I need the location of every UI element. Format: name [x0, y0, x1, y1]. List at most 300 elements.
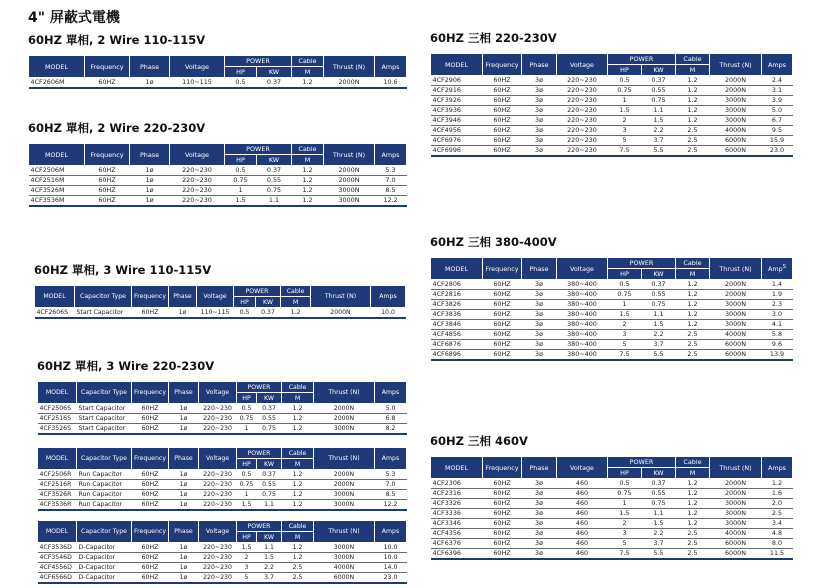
- table-cell: 2000N: [710, 86, 762, 96]
- table-cell: 1.2: [676, 86, 710, 96]
- table-cell: 1.2: [292, 176, 324, 186]
- table-cell: 2.0: [762, 499, 793, 509]
- col-hp: HP: [237, 393, 257, 404]
- table-row: [431, 499, 793, 509]
- table-cell: 0.37: [257, 166, 292, 176]
- col-amps: Amps: [375, 56, 407, 78]
- table-cell: 1.2: [676, 96, 710, 106]
- table-cell: 60HZ: [132, 414, 169, 424]
- table-cell: 3ø: [522, 280, 557, 290]
- table-cell: 4CF2516R: [38, 480, 77, 490]
- table-row: [431, 136, 793, 146]
- table-cell: 2: [608, 320, 642, 330]
- table-row: [431, 280, 793, 290]
- table-cell: 3ø: [522, 126, 557, 136]
- table-cell: 60HZ: [483, 519, 522, 529]
- col-voltage: Voltage: [557, 258, 608, 280]
- table-cell: 60HZ: [483, 340, 522, 350]
- table-cell: 1.5: [237, 500, 257, 511]
- table-cell: 5: [608, 136, 642, 146]
- table-cell: 1.2: [282, 404, 314, 414]
- col-frequency: Frequency: [132, 448, 169, 470]
- table-cell: 4CF3536D: [38, 543, 77, 553]
- table-cell: 1.2: [282, 490, 314, 500]
- table-cell: 4CF2606M: [29, 78, 85, 89]
- col-cable-unit: M: [282, 393, 314, 404]
- table-cell: 3ø: [522, 86, 557, 96]
- table-cell: 10.0: [371, 308, 406, 319]
- table-cell: 3000N: [324, 196, 375, 207]
- table-cell: 15.9: [762, 136, 793, 146]
- amps-superscript: S: [782, 263, 787, 270]
- col-phase: Phase: [169, 448, 199, 470]
- col-voltage: Voltage: [199, 382, 237, 404]
- table-cell: 3ø: [522, 519, 557, 529]
- col-kw: KW: [257, 459, 282, 470]
- table-cell: 460: [557, 509, 608, 519]
- table-cell: 1.2: [292, 78, 324, 89]
- table-cell: 460: [557, 529, 608, 539]
- table-cell: 1: [237, 490, 257, 500]
- table-cell: 3ø: [522, 499, 557, 509]
- table-cell: 4CF3536M: [29, 196, 85, 207]
- table-cell: 3000N: [710, 519, 762, 529]
- table-cell: 3.4: [762, 519, 793, 529]
- table-cell: 4CF6996: [431, 146, 483, 157]
- table-cell: D-Capacitor: [77, 553, 132, 563]
- table-cell: 2000N: [324, 176, 375, 186]
- table-cell: 5.0: [375, 404, 407, 414]
- col-thrust: Thrust (N): [311, 286, 371, 308]
- col-phase: Phase: [169, 382, 199, 404]
- table-cell: 3000N: [314, 500, 375, 511]
- table-cell: 6.8: [375, 414, 407, 424]
- table-cell: 460: [557, 519, 608, 529]
- col-voltage: Voltage: [199, 448, 237, 470]
- heading-post: 3 Wire 110-115V: [103, 263, 212, 277]
- table-cell: 60HZ: [132, 404, 169, 414]
- table-cell: 1.5: [642, 519, 676, 529]
- table-cell: 2.4: [762, 76, 793, 86]
- table-cell: Start Capacitor: [77, 424, 132, 435]
- col-cable: Cable: [282, 521, 314, 532]
- table-cell: 5.8: [762, 330, 793, 340]
- table-cell: 2.5: [676, 529, 710, 539]
- table-cell: 4CF4956: [431, 126, 483, 136]
- table-cell: 220~230: [199, 563, 237, 573]
- table-cell: 1ø: [130, 176, 170, 186]
- table-cell: 4000N: [314, 563, 375, 573]
- table-cell: 2.5: [676, 330, 710, 340]
- table-cell: 4000N: [710, 529, 762, 539]
- table-cell: 0.75: [225, 176, 257, 186]
- table-cell: 0.75: [608, 489, 642, 499]
- table-cell: 0.75: [257, 490, 282, 500]
- table-cell: 3: [608, 126, 642, 136]
- table-cell: 60HZ: [483, 539, 522, 549]
- table-cell: 4CF3326: [431, 499, 483, 509]
- table-cell: 1ø: [169, 573, 199, 584]
- table-cell: 220~230: [199, 490, 237, 500]
- table-cell: 2000N: [710, 280, 762, 290]
- table-cell: 0.75: [237, 480, 257, 490]
- table-cell: 460: [557, 479, 608, 489]
- table-start-capacitor: [37, 374, 407, 435]
- table-cell: 1ø: [169, 563, 199, 573]
- table-cell: 4CF4856: [431, 330, 483, 340]
- col-model: MODEL: [29, 56, 85, 78]
- table-cell: 1.5: [237, 543, 257, 553]
- table-cell: Run Capacitor: [77, 470, 132, 480]
- table-cell: 220~230: [199, 553, 237, 563]
- table-cell: 4CF6896: [431, 350, 483, 361]
- spec-table: [37, 381, 407, 435]
- table-cell: 3ø: [522, 310, 557, 320]
- table-cell: 60HZ: [483, 86, 522, 96]
- table-cell: 6000N: [314, 573, 375, 584]
- table-cell: 2.5: [676, 126, 710, 136]
- table-cell: 8.0: [762, 539, 793, 549]
- table-cell: 4CF6876: [431, 340, 483, 350]
- table-cell: 2000N: [710, 479, 762, 489]
- col-frequency: Frequency: [132, 286, 169, 308]
- table-cell: 0.75: [608, 86, 642, 96]
- col-kw: KW: [642, 65, 676, 76]
- section-3wire-220v: [37, 358, 214, 374]
- table-cell: 1ø: [169, 470, 199, 480]
- col-thrust: Thrust (N): [710, 457, 762, 479]
- table-row: [431, 320, 793, 330]
- table-row: [38, 573, 407, 584]
- table-cell: 8.2: [375, 424, 407, 435]
- table-cell: 1ø: [169, 404, 199, 414]
- table-cell: 460: [557, 539, 608, 549]
- table-cell: 60HZ: [483, 136, 522, 146]
- table-cell: 4CF4556D: [38, 563, 77, 573]
- table-row: [431, 539, 793, 549]
- table-row: [431, 489, 793, 499]
- table-row: [431, 479, 793, 489]
- table-row: [38, 470, 407, 480]
- col-phase: Phase: [522, 457, 557, 479]
- col-thrust: Thrust (N): [314, 521, 375, 543]
- table-cell: 380~400: [557, 320, 608, 330]
- table-cell: 1ø: [169, 480, 199, 490]
- table-cell: 380~400: [557, 350, 608, 361]
- col-cable: Cable: [676, 54, 710, 65]
- heading-pre: 60HZ 三相: [430, 235, 491, 249]
- table-cell: 220~230: [199, 414, 237, 424]
- col-thrust: Thrust (N): [314, 448, 375, 470]
- col-model: MODEL: [35, 286, 75, 308]
- table-row: [38, 543, 407, 553]
- table-row: [431, 86, 793, 96]
- table-cell: D-Capacitor: [77, 573, 132, 584]
- section-heading: [34, 262, 406, 278]
- table-cell: 60HZ: [483, 499, 522, 509]
- section-heading: [430, 433, 793, 449]
- section-2wire-110v: [28, 32, 407, 89]
- table-cell: 0.55: [642, 86, 676, 96]
- col-cable-unit: M: [292, 155, 324, 166]
- table-cell: 1ø: [169, 414, 199, 424]
- table-cell: 3.1: [762, 86, 793, 96]
- table-row: [29, 196, 407, 207]
- col-frequency: Frequency: [483, 258, 522, 280]
- col-frequency: Frequency: [132, 382, 169, 404]
- table-cell: 60HZ: [483, 310, 522, 320]
- table-cell: 60HZ: [483, 76, 522, 86]
- table-cell: 2000N: [314, 404, 375, 414]
- table-cell: 4CF3536R: [38, 500, 77, 511]
- col-model: MODEL: [38, 382, 77, 404]
- table-cell: 4CF6566D: [38, 573, 77, 584]
- table-cell: 1ø: [169, 424, 199, 435]
- table-cell: 220~230: [199, 543, 237, 553]
- table-cell: 6000N: [710, 146, 762, 157]
- table-cell: 4CF3546D: [38, 553, 77, 563]
- col-voltage: Voltage: [557, 457, 608, 479]
- table-cell: 1.4: [762, 280, 793, 290]
- table-cell: 3ø: [522, 320, 557, 330]
- table-cell: 60HZ: [132, 500, 169, 511]
- col-power: POWER: [237, 382, 282, 393]
- col-hp: HP: [608, 269, 642, 280]
- col-cable-unit: M: [676, 65, 710, 76]
- table-d-capacitor: [37, 513, 407, 584]
- table-cell: 380~400: [557, 290, 608, 300]
- table-cell: 1ø: [169, 543, 199, 553]
- col-voltage: Voltage: [170, 56, 225, 78]
- table-cell: 2.5: [282, 573, 314, 584]
- table-cell: 220~230: [199, 404, 237, 414]
- col-amps: Amps: [762, 54, 793, 76]
- table-cell: 2.2: [642, 330, 676, 340]
- table-cell: 5.0: [762, 106, 793, 116]
- table-cell: 1: [608, 96, 642, 106]
- col-model: MODEL: [38, 448, 77, 470]
- table-cell: 2.5: [676, 350, 710, 361]
- col-power: POWER: [608, 258, 676, 269]
- table-row: [29, 176, 407, 186]
- table-cell: 0.5: [237, 404, 257, 414]
- col-phase: Phase: [522, 54, 557, 76]
- table-cell: 2000N: [710, 489, 762, 499]
- section-3phase-460v: [430, 433, 793, 560]
- table-cell: Run Capacitor: [77, 480, 132, 490]
- table-row: [431, 96, 793, 106]
- table-cell: 0.5: [608, 280, 642, 290]
- table-cell: 1.2: [282, 553, 314, 563]
- table-cell: 60HZ: [483, 106, 522, 116]
- table-cell: Start Capacitor: [77, 414, 132, 424]
- table-cell: 1.1: [642, 310, 676, 320]
- col-amps: [762, 258, 793, 280]
- table-row: [38, 424, 407, 435]
- table-cell: 1.1: [257, 196, 292, 207]
- table-cell: 2.5: [676, 146, 710, 157]
- table-cell: 4CF3926: [431, 96, 483, 106]
- table-cell: Run Capacitor: [77, 500, 132, 511]
- col-phase: Phase: [130, 144, 170, 166]
- table-cell: 4CF6376: [431, 539, 483, 549]
- table-cell: 1.2: [676, 106, 710, 116]
- table-cell: 60HZ: [483, 350, 522, 361]
- col-thrust: Thrust (N): [324, 56, 375, 78]
- amps-label: Amp: [767, 265, 783, 274]
- col-capacitor-type: Capacitor Type: [75, 286, 132, 308]
- table-cell: 1.2: [676, 310, 710, 320]
- table-row: [29, 78, 407, 89]
- col-cable-unit: M: [282, 459, 314, 470]
- table-cell: 4CF3526M: [29, 186, 85, 196]
- col-frequency: Frequency: [483, 54, 522, 76]
- table-cell: 1.5: [608, 509, 642, 519]
- col-cable-unit: M: [676, 269, 710, 280]
- table-cell: 6000N: [710, 136, 762, 146]
- table-row: [35, 308, 406, 319]
- table-cell: 60HZ: [132, 470, 169, 480]
- table-cell: 3ø: [522, 146, 557, 157]
- col-hp: HP: [608, 65, 642, 76]
- table-cell: 13.9: [762, 350, 793, 361]
- col-power: POWER: [237, 448, 282, 459]
- table-cell: 4CF2906: [431, 76, 483, 86]
- table-cell: 3ø: [522, 350, 557, 361]
- table-cell: 2.5: [676, 539, 710, 549]
- section-2wire-220v: [28, 120, 407, 207]
- table-cell: 3.7: [642, 539, 676, 549]
- col-thrust: Thrust (N): [710, 54, 762, 76]
- col-frequency: Frequency: [132, 521, 169, 543]
- table-cell: 0.37: [257, 78, 292, 89]
- table-cell: 220~230: [170, 176, 225, 186]
- table-row: [38, 490, 407, 500]
- table-cell: 2.2: [642, 529, 676, 539]
- heading-post: 2 Wire 110-115V: [97, 33, 206, 47]
- table-cell: 12.2: [375, 196, 407, 207]
- table-cell: 1ø: [169, 308, 197, 319]
- col-kw: KW: [642, 468, 676, 479]
- table-cell: 1.6: [762, 489, 793, 499]
- table-cell: 4000N: [710, 126, 762, 136]
- table-cell: 4CF3336: [431, 509, 483, 519]
- table-cell: 460: [557, 489, 608, 499]
- col-cable: Cable: [281, 286, 311, 297]
- section-heading: [28, 120, 407, 136]
- table-cell: 1.5: [225, 196, 257, 207]
- table-cell: 4CF4356: [431, 529, 483, 539]
- table-cell: 4.1: [762, 320, 793, 330]
- table-cell: 220~230: [199, 573, 237, 584]
- table-cell: 3000N: [710, 96, 762, 106]
- table-cell: 4000N: [710, 330, 762, 340]
- heading-pre: 60HZ 單相,: [37, 359, 103, 373]
- table-cell: 0.37: [257, 470, 282, 480]
- table-cell: 2000N: [324, 78, 375, 89]
- table-cell: 380~400: [557, 280, 608, 290]
- table-cell: 7.0: [375, 480, 407, 490]
- table-cell: 2.3: [762, 300, 793, 310]
- table-cell: 2000N: [314, 480, 375, 490]
- table-cell: 1.2: [282, 424, 314, 435]
- col-frequency: Frequency: [85, 56, 130, 78]
- table-cell: 4.8: [762, 529, 793, 539]
- table-cell: 60HZ: [483, 529, 522, 539]
- table-cell: 60HZ: [132, 573, 169, 584]
- col-amps: Amps: [371, 286, 406, 308]
- table-cell: 60HZ: [483, 126, 522, 136]
- table-cell: 1: [225, 186, 257, 196]
- table-cell: 3ø: [522, 340, 557, 350]
- table-cell: 3ø: [522, 290, 557, 300]
- table-cell: Start Capacitor: [77, 404, 132, 414]
- table-cell: 4CF2306: [431, 479, 483, 489]
- table-cell: 3ø: [522, 479, 557, 489]
- table-cell: 220~230: [170, 196, 225, 207]
- col-capacitor-type: Capacitor Type: [77, 382, 132, 404]
- table-cell: 3ø: [522, 300, 557, 310]
- table-cell: 60HZ: [132, 308, 169, 319]
- table-cell: 1.2: [282, 414, 314, 424]
- table-row: [431, 529, 793, 539]
- heading-post: 460V: [494, 434, 528, 448]
- col-voltage: Voltage: [557, 54, 608, 76]
- table-cell: 220~230: [199, 500, 237, 511]
- table-cell: 1.2: [292, 186, 324, 196]
- table-cell: 1.2: [762, 479, 793, 489]
- table-cell: 4CF2816: [431, 290, 483, 300]
- col-capacitor-type: Capacitor Type: [77, 448, 132, 470]
- col-hp: HP: [234, 297, 256, 308]
- table-cell: Run Capacitor: [77, 490, 132, 500]
- col-amps: Amps: [375, 144, 407, 166]
- table-cell: 4CF3826: [431, 300, 483, 310]
- table-cell: 2: [608, 519, 642, 529]
- col-amps: Amps: [375, 382, 407, 404]
- table-cell: 3000N: [710, 300, 762, 310]
- col-thrust: Thrust (N): [314, 382, 375, 404]
- table-cell: 2.5: [676, 549, 710, 560]
- table-cell: 0.37: [642, 280, 676, 290]
- table-cell: 1.1: [257, 543, 282, 553]
- section-heading: [28, 32, 407, 48]
- table-cell: 10.0: [375, 553, 407, 563]
- col-phase: Phase: [169, 286, 197, 308]
- col-power: POWER: [225, 56, 292, 67]
- table-cell: 1.1: [257, 500, 282, 511]
- table-cell: 3ø: [522, 529, 557, 539]
- table-cell: 7.5: [608, 146, 642, 157]
- table-cell: 3000N: [710, 310, 762, 320]
- spec-table: [34, 285, 406, 319]
- table-cell: 4CF6976: [431, 136, 483, 146]
- table-cell: 10.6: [375, 78, 407, 89]
- table-cell: 1.2: [676, 300, 710, 310]
- table-cell: 9.6: [762, 340, 793, 350]
- table-cell: 6000N: [710, 340, 762, 350]
- table-cell: 1.2: [281, 308, 311, 319]
- section-heading: [430, 30, 793, 46]
- table-cell: 220~230: [199, 470, 237, 480]
- table-cell: 5: [608, 340, 642, 350]
- table-cell: 10.0: [375, 543, 407, 553]
- table-cell: 6000N: [710, 350, 762, 361]
- table-cell: 4CF2506S: [38, 404, 77, 414]
- table-cell: 220~230: [557, 106, 608, 116]
- table-cell: 5.5: [642, 146, 676, 157]
- table-row: [431, 519, 793, 529]
